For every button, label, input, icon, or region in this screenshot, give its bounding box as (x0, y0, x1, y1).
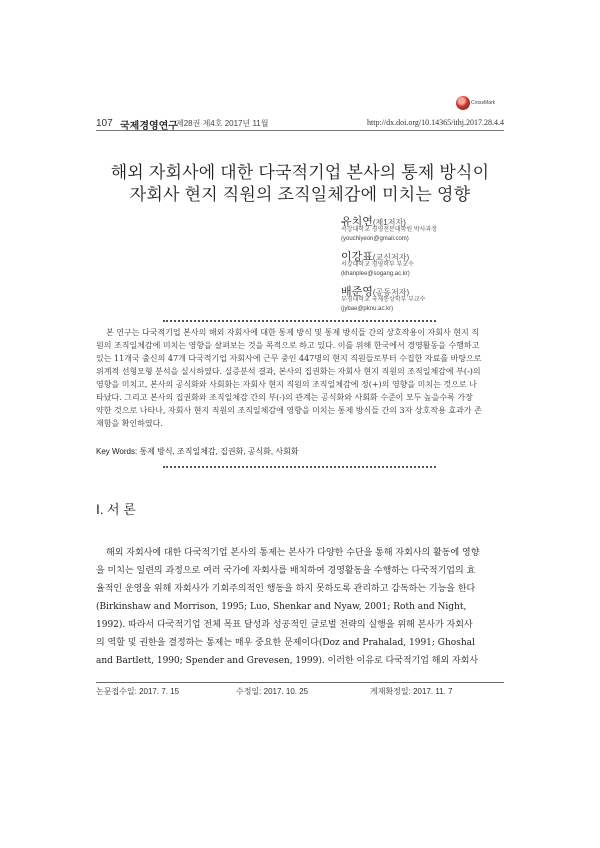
received-date: 논문접수일: 2017. 7. 15 (96, 687, 180, 696)
author-name: 배준영 (341, 286, 373, 298)
crossmark-icon (456, 96, 470, 110)
keywords (96, 446, 299, 457)
author-affiliation: 서강대학교 경영전문대학원 박사과정 (341, 227, 438, 233)
author-affiliation: 서강대학교 경영학부 부교수 (341, 262, 414, 268)
abstract-line: 재함을 확인하였다. (96, 419, 163, 428)
section-heading: Ⅰ. 서 론 (96, 502, 136, 517)
abstract-line: 약한 것으로 나타나, 자회사 현지 직원의 조직일체감에 영향을 미치는 통제 방식들 간의 3자 상호작용 효과가 존 (96, 406, 482, 415)
body-line: 1992). 따라서 다국적기업 전체 목표 달성과 성공적인 글로벌 전략의 실행을 위해 본사가 자회사 (96, 620, 473, 630)
paper-title-line-2: 자회사 현지 직원의 조직일체감에 미치는 영향 (129, 185, 471, 204)
body-line: 을 미치는 일련의 과정으로 여러 국가에 자회사를 배치하여 경영활동을 수행하는 다국적기업의 효 (96, 566, 476, 576)
author-name: 유치연 (341, 216, 373, 228)
volume-info: 제28권 제4호 2017년 11월 (176, 119, 269, 128)
author-role: (교신저자) (372, 253, 410, 262)
abstract-line: 위계적 선형모형 분석을 실시하였다. 실증분석 결과, 본사의 집권화는 자회사 현지 직원의 조직일체감에 부(-)의 (96, 367, 481, 376)
author-role: (공동저자) (372, 288, 410, 297)
doi-link[interactable]: http://dx.doi.org/10.14365/ithj.2017.28.4.4 (367, 118, 504, 127)
body-line: 의 역할 및 권한을 결정하는 통제는 매우 중요한 문제이다(Doz and Prahalad, 1991; Ghoshal (96, 638, 475, 648)
body-line: (Birkinshaw and Morrison, 1995; Luo, Shenkar and Nyaw, 2001; Roth and Night, (96, 602, 467, 612)
abstract (96, 326, 504, 430)
dotted-divider (163, 466, 436, 468)
journal-name: 국제경영연구 (120, 121, 178, 132)
body-line: 율적인 운영을 위해 자회사가 기회주의적인 행동을 하지 못하도록 관리하고 감독하는 기능을 한다 (96, 584, 476, 594)
abstract-line: 타났다. 그리고 본사의 집권화와 조직일체감 간의 부(-)의 관계는 공식화와 사회화 수준이 모두 높을수록 가장 (96, 393, 473, 402)
author-email: (jybae@pknu.ac.kr) (341, 306, 394, 312)
keywords-value: 통제 방식, 조직일체감, 집권화, 공식화, 사회화 (139, 447, 299, 456)
author-affiliation: 부경대학교 국제통상학부 부교수 (341, 297, 426, 303)
abstract-line: 있는 11개국 출신의 47개 다국적기업 자회사에 근무 중인 447명의 현지 직원들로부터 수집한 자료를 바탕으로 (96, 354, 482, 363)
accepted-date: 게재확정일: 2017. 11. 7 (370, 687, 453, 696)
abstract-line: 영향을 미치고, 본사의 공식화와 사회화는 자회사 현지 직원의 조직일체감에 정(+)의 영향을 미치는 것으로 나 (96, 380, 477, 389)
crossmark-label: CrossMark (471, 100, 496, 106)
body-line: and Bartlett, 1990; Spender and Grevesen, 1999). 이러한 이유로 다국적기업 해외 자회사 (96, 656, 479, 666)
revised-date: 수정일: 2017. 10. 25 (236, 687, 309, 696)
keywords-label: Key Words: (96, 447, 138, 456)
author-email: (youchiyeon@gmail.com) (341, 236, 409, 242)
dotted-divider (163, 320, 436, 322)
page-number: 107 (96, 118, 113, 129)
abstract-line: 본 연구는 다국적기업 본사의 해외 자회사에 대한 통제 방식 및 통제 방식들 간의 상호작용이 자회사 현지 직 (106, 328, 479, 337)
body-line: 해외 자회사에 대한 다국적기업 본사의 통제는 본사가 다양한 수단을 통해 자회사의 활동에 영향 (106, 548, 480, 558)
author-role: (제1저자) (372, 218, 406, 227)
author-email: (khanplee@sogang.ac.kr) (341, 271, 410, 277)
body-text (96, 544, 504, 670)
footer-rule (96, 682, 504, 683)
abstract-line: 원의 조직일체감에 미치는 영향을 살펴보는 것을 목적으로 하고 있다. 이를 위해 한국에서 경영활동을 수행하고 (96, 341, 480, 350)
paper-title-line-1: 해외 자회사에 대한 다국적기업 본사의 통제 방식이 (110, 163, 490, 182)
crossmark-badge[interactable] (456, 96, 504, 116)
header-rule (96, 130, 504, 131)
author-name: 이강표 (341, 251, 373, 263)
